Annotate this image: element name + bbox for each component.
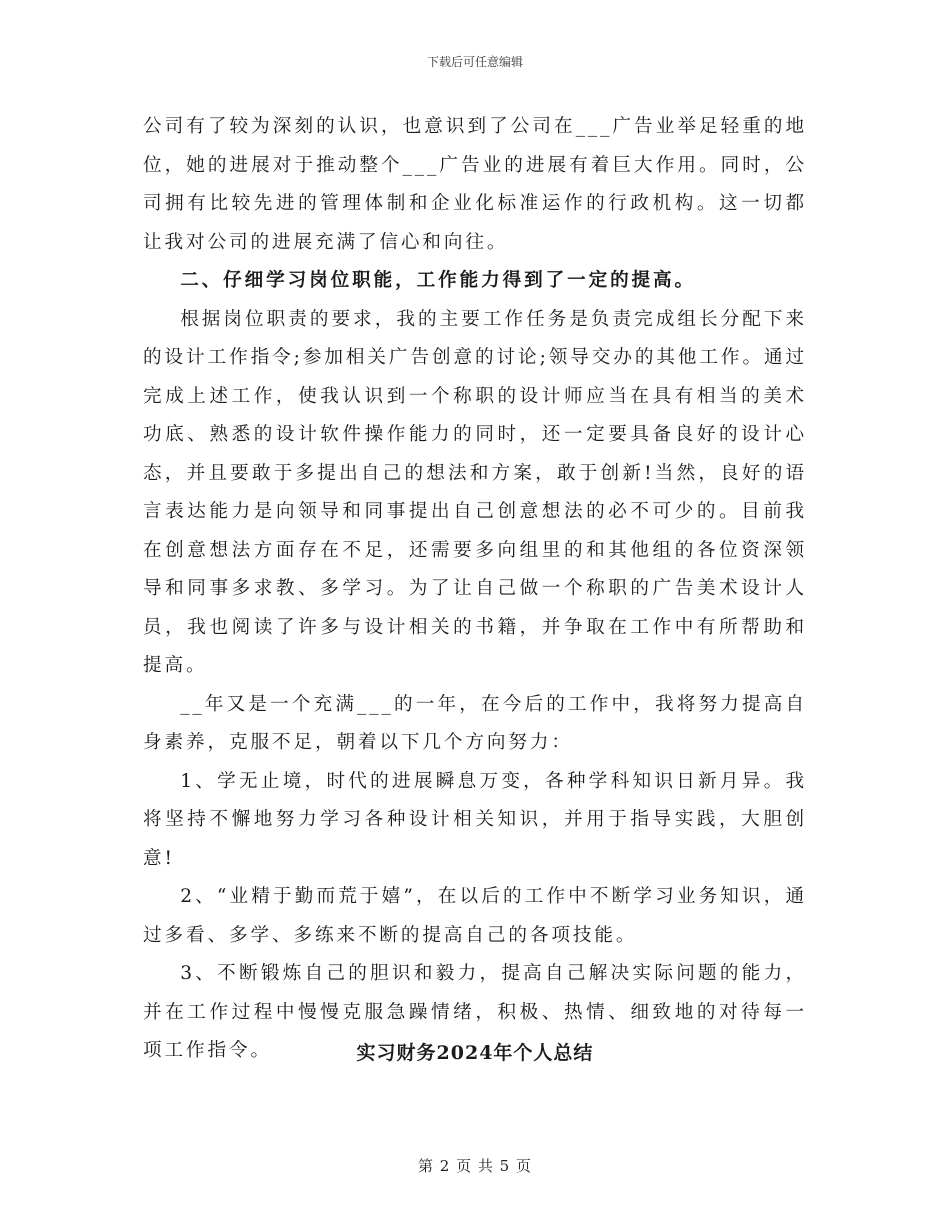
paragraph-company-recognition: 公司有了较为深刻的认识，也意识到了公司在___广告业举足轻重的地位，她的进展对于推动整个___广告业的进展有着巨大作用。同时，公司拥有比较先进的管理体制和企业化标准运作的行政机构。这一切都让我对公司的进展充满了信心和向往。 (143, 116, 807, 253)
list-item-3: 3、不断锻炼自己的胆识和毅力，提高自己解决实际问题的能力，并在工作过程中慢慢克服急躁情绪，积极、热情、细致地的对待每一项工作指令。 (143, 963, 807, 1061)
document-body (143, 108, 807, 1071)
paragraph-future-plans: __年又是一个充满___的一年，在今后的工作中，我将努力提高自身素养，克服不足，朝着以下几个方向努力： (143, 693, 807, 753)
list-item-2: 2、“业精于勤而荒于嬉”，在以后的工作中不断学习业务知识，通过多看、多学、多练来不断的提高自己的各项技能。 (143, 886, 807, 946)
section-heading-2: 二、仔细学习岗位职能，工作能力得到了一定的提高。 (180, 270, 697, 291)
list-item-1: 1、学无止境，时代的进展瞬息万变，各种学科知识日新月异。我将坚持不懈地努力学习各种设计相关知识，并用于指导实践，大胆创意! (143, 770, 807, 869)
page-number-footer: 第 2 页 共 5 页 (418, 1157, 532, 1175)
page-header-note: 下载后可任意编辑 (426, 55, 523, 69)
document-title: 实习财务2024年个人总结 (356, 1042, 594, 1064)
paragraph-job-duties: 根据岗位职责的要求，我的主要工作任务是负责完成组长分配下来的设计工作指令;参加相关广告创意的讨论;领导交办的其他工作。通过完成上述工作，使我认识到一个称职的设计师应当在具有相当的美术功底、熟悉的设计软件操作能力的同时，还一定要具备良好的设计心态，并且要敢于多提出自己的想法和方案，敢于创新!当然，良好的语言表达能力是向领导和同事提出自己创意想法的必不可少的。目前我在创意想法方面存在不足，还需要多向组里的和其他组的各位资深领导和同事多求教、多学习。为了让自己做一个称职的广告美术设计人员，我也阅读了许多与设计相关的书籍，并争取在工作中有所帮助和提高。 (143, 308, 807, 676)
